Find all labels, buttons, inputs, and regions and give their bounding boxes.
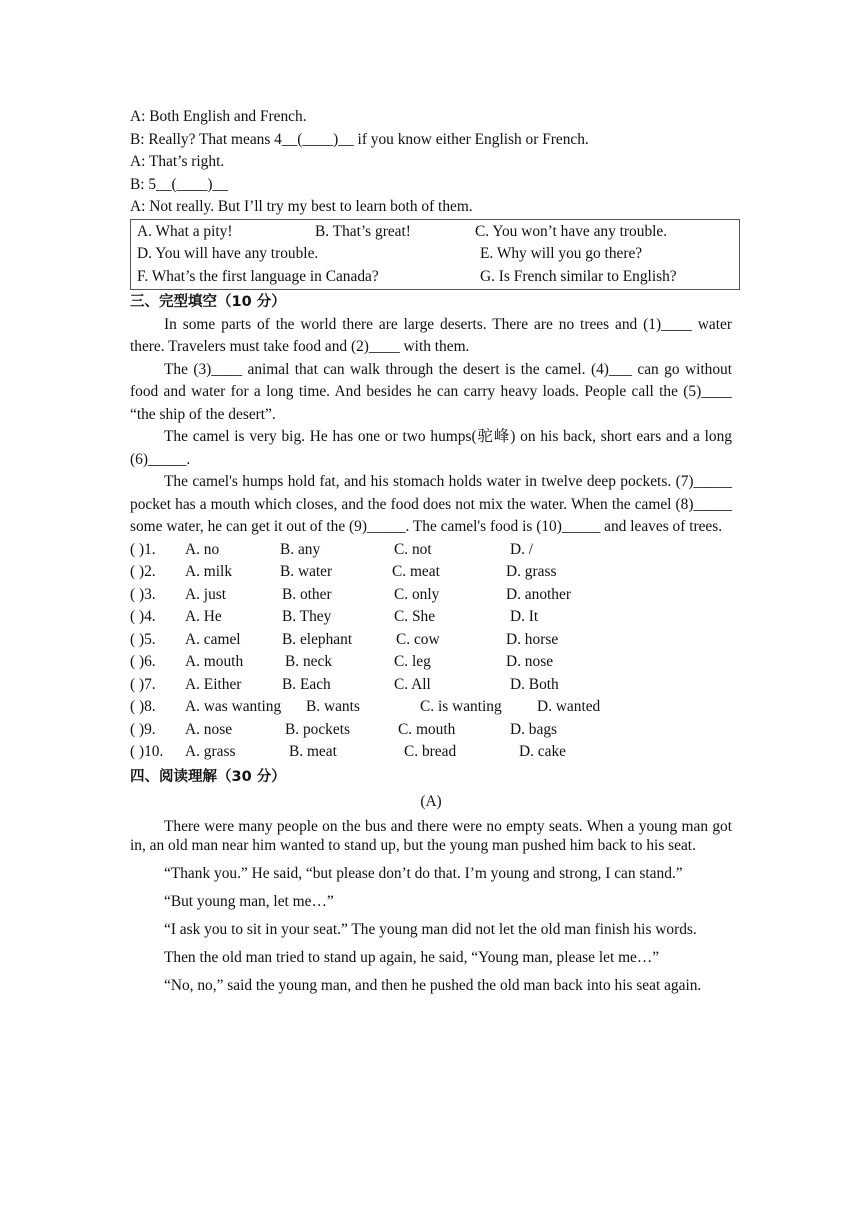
choice-a: A. grass bbox=[185, 743, 236, 760]
choice-a: A. just bbox=[185, 585, 227, 603]
choice-d: D. / bbox=[510, 540, 534, 558]
reading-paragraph: There were many people on the bus and there were no empty seats. When a young man got in, an old man near him wanted to stand up, but the young man pushed him back to his seat. bbox=[130, 817, 732, 854]
choice-d: D. It bbox=[510, 608, 539, 625]
choice-c: C. She bbox=[394, 608, 436, 625]
answer-bracket[interactable]: ( )9. bbox=[130, 720, 156, 738]
choice-c: C. not bbox=[394, 540, 432, 558]
option: B. That’s great! bbox=[315, 222, 411, 240]
choice-b: B. They bbox=[282, 608, 332, 625]
choice-a: A. milk bbox=[185, 563, 233, 580]
answer-bracket[interactable]: ( )6. bbox=[130, 653, 156, 670]
dialogue-line: A: Not really. But I’ll try my best to learn both of them. bbox=[130, 198, 473, 215]
choice-c: C. only bbox=[394, 585, 440, 603]
choice-d: D. horse bbox=[506, 630, 559, 648]
choice-a: A. Either bbox=[185, 675, 242, 693]
answer-bracket[interactable]: ( )2. bbox=[130, 563, 156, 580]
choice-b: B. elephant bbox=[282, 630, 353, 648]
question-row bbox=[130, 651, 732, 674]
answer-bracket[interactable]: ( )7. bbox=[130, 675, 156, 693]
choice-a: A. camel bbox=[185, 630, 241, 648]
reading-paragraph: “But young man, let me…” bbox=[164, 892, 334, 910]
reading-passage bbox=[130, 817, 732, 995]
choice-c: C. is wanting bbox=[420, 698, 502, 715]
choice-d: D. bags bbox=[510, 720, 558, 738]
option: A. What a pity! bbox=[137, 222, 233, 240]
choice-b: B. water bbox=[280, 563, 333, 580]
reading-paragraph: “No, no,” said the young man, and then he pushed the old man back into his seat again. bbox=[164, 976, 702, 994]
question-row bbox=[130, 674, 732, 697]
cloze-paragraph: The camel is very big. He has one or two humps(驼峰) on his back, short ears and a long (6)_____. bbox=[130, 428, 732, 468]
option: G. Is French similar to English? bbox=[480, 267, 677, 285]
choice-a: A. mouth bbox=[185, 653, 244, 670]
answer-bracket[interactable]: ( )10. bbox=[130, 743, 164, 760]
choice-a: A. nose bbox=[185, 720, 233, 738]
choice-b: B. Each bbox=[282, 675, 331, 693]
choice-c: C. bread bbox=[404, 743, 457, 760]
choice-d: D. Both bbox=[510, 675, 559, 693]
passage-label: (A) bbox=[420, 793, 442, 810]
dialogue-line: A: Both English and French. bbox=[130, 108, 307, 125]
question-row bbox=[130, 539, 732, 562]
question-row bbox=[130, 741, 732, 764]
choice-b: B. other bbox=[282, 585, 332, 603]
cloze-paragraph: In some parts of the world there are large deserts. There are no trees and (1)____ water there. Travelers must take food and (2)____ with them. bbox=[130, 315, 732, 355]
option: D. You will have any trouble. bbox=[137, 245, 319, 262]
choice-c: C. cow bbox=[396, 630, 440, 648]
choice-b: B. meat bbox=[289, 743, 337, 760]
section-heading: 四、阅读理解（30 分） bbox=[130, 768, 286, 785]
choice-b: B. wants bbox=[306, 698, 360, 715]
reading-paragraph: “Thank you.” He said, “but please don’t do that. I’m young and strong, I can stand.” bbox=[164, 864, 683, 882]
answer-bracket[interactable]: ( )5. bbox=[130, 630, 156, 648]
question-row bbox=[130, 719, 732, 742]
reading-paragraph: Then the old man tried to stand up again, he said, “Young man, please let me…” bbox=[164, 948, 660, 966]
choice-b: B. neck bbox=[285, 653, 333, 670]
option: F. What’s the first language in Canada? bbox=[137, 267, 379, 285]
choice-d: D. nose bbox=[506, 653, 554, 670]
choice-c: C. leg bbox=[394, 653, 431, 670]
dialogue-line: A: That’s right. bbox=[130, 153, 225, 170]
choice-a: A. no bbox=[185, 540, 220, 558]
options-row bbox=[137, 266, 733, 289]
question-row bbox=[130, 584, 732, 607]
reading-paragraph: “I ask you to sit in your seat.” The young man did not let the old man finish his words. bbox=[164, 920, 697, 938]
choice-a: A. was wanting bbox=[185, 698, 282, 715]
choice-d: D. cake bbox=[519, 743, 566, 760]
section-heading: 三、完型填空（10 分） bbox=[130, 294, 286, 310]
option: C. You won’t have any trouble. bbox=[475, 222, 668, 240]
question-row bbox=[130, 629, 732, 652]
question-row bbox=[130, 606, 732, 629]
choice-a: A. He bbox=[185, 608, 222, 625]
dialogue-line: B: Really? That means 4__(____)__ if you know either English or French. bbox=[130, 130, 589, 148]
choice-c: C. meat bbox=[392, 563, 440, 580]
answer-bracket[interactable]: ( )8. bbox=[130, 698, 156, 715]
cloze-paragraph: The (3)____ animal that can walk through the desert is the camel. (4)___ can go without food and water for a long time. And besides he can carry heavy loads. People call the (5)____ “the ship of the desert”. bbox=[130, 360, 732, 423]
options-row bbox=[137, 221, 733, 244]
answer-bracket[interactable]: ( )1. bbox=[130, 540, 156, 558]
answer-bracket[interactable]: ( )3. bbox=[130, 585, 156, 603]
answer-bracket[interactable]: ( )4. bbox=[130, 608, 156, 625]
cloze-paragraph: The camel's humps hold fat, and his stomach holds water in twelve deep pockets. (7)_____ pocket has a mouth which closes, and the food does not mix the water. When the camel (8)_____ some water, he can get it out of the (9)_____. The camel's food is (10)_____ and leaves of trees. bbox=[130, 473, 732, 535]
dialogue bbox=[130, 106, 732, 219]
option: E. Why will you go there? bbox=[480, 245, 643, 262]
cloze-questions bbox=[130, 539, 732, 764]
choice-c: C. All bbox=[394, 675, 431, 693]
choice-b: B. pockets bbox=[285, 720, 350, 738]
options-row bbox=[137, 243, 733, 266]
choice-d: D. grass bbox=[506, 563, 557, 580]
dialogue-line: B: 5__(____)__ bbox=[130, 175, 228, 193]
choice-d: D. wanted bbox=[537, 698, 601, 715]
choice-b: B. any bbox=[280, 540, 321, 558]
exam-page bbox=[130, 106, 732, 1004]
choice-d: D. another bbox=[506, 585, 571, 603]
options-box bbox=[130, 219, 740, 291]
question-row bbox=[130, 696, 732, 719]
question-row bbox=[130, 561, 732, 584]
choice-c: C. mouth bbox=[398, 720, 456, 738]
